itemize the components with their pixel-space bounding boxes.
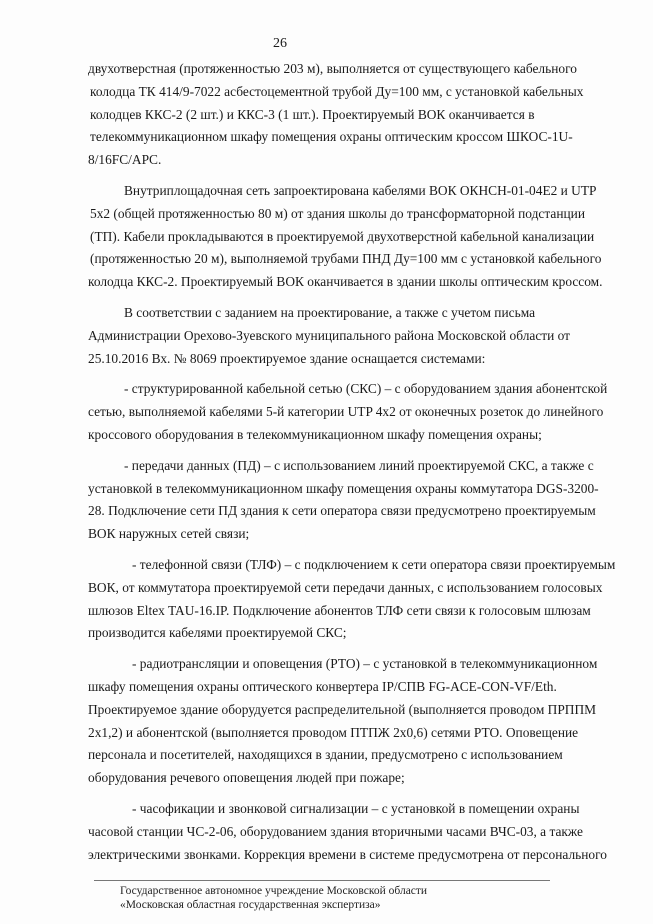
text-line: двухотверстная (протяженностью 203 м), выполняется от существующего кабельного — [88, 61, 577, 76]
text-line: телекоммуникационном шкафу помещения охраны оптическим кроссом ШКОС-1U- — [90, 129, 573, 145]
text-line: - телефонной связи (ТЛФ) – с подключением к сети оператора связи проектируемым — [132, 556, 616, 572]
text-line: ВОК наружных сетей связи; — [88, 526, 250, 542]
text-line: часовой станции ЧС-2-06, оборудованием здания вторичными часами ВЧС-03, а также — [88, 823, 583, 839]
text-line: Проектируемое здание оборудуется распределительной (выполняется проводом ПРППМ — [88, 701, 597, 717]
text-line: ВОК, от коммутатора проектируемой сети передачи данных, с использованием голосовых — [88, 579, 603, 595]
text-line: кроссового оборудования в телекоммуникационном шкафу помещения охраны; — [88, 426, 542, 442]
text-line: - радиотрансляции и оповещения (РТО) – с установкой в телекоммуникационном — [132, 656, 598, 672]
text-line: колодцев ККС-2 (2 шт.) и ККС-3 (1 шт.). Проектируемый ВОК оканчивается в — [90, 106, 535, 122]
page-number: 26 — [273, 36, 287, 51]
text-line: производится кабелями проектируемой СКС; — [88, 625, 347, 641]
text-line: колодца ТК 414/9-7022 асбестоцементной трубой Ду=100 мм, с установкой кабельных — [90, 83, 584, 99]
document-body — [88, 58, 616, 866]
paragraph-gap — [88, 172, 548, 180]
text-line: установкой в телекоммуникационном шкафу помещения охраны коммутатора DGS-3200- — [88, 480, 599, 496]
paragraph-gap — [88, 546, 548, 554]
text-line: 28. Подключение сети ПД здания к сети оператора связи предусмотрено проектируемым — [88, 503, 596, 519]
footer-organization-name: «Московская областная государственная экспертиза» — [120, 899, 381, 911]
text-line: персонала и посетителей, находящихся в здании, предусмотрено с использованием — [88, 747, 563, 763]
text-line: - передачи данных (ПД) – с использованием линий проектируемой СКС, а также с — [124, 457, 594, 473]
text-line: колодца ККС-2. Проектируемый ВОК оканчивается в здании школы оптическим кроссом. — [88, 274, 603, 290]
text-line: - структурированной кабельной сетью (СКС) – с оборудованием здания абонентской — [124, 381, 608, 397]
text-line: оборудования речевого оповещения людей при пожаре; — [88, 770, 405, 786]
text-line: электрическими звонками. Коррекция времени в системе предусмотрена от персонального — [88, 846, 607, 862]
page-footer — [120, 884, 500, 912]
text-line: 8/16FC/APC. — [88, 152, 162, 168]
text-line: 25.10.2016 Вх. № 8069 проектируемое здание оснащается системами: — [88, 350, 486, 366]
text-line: 5х2 (общей протяженностью 80 м) от здания школы до трансформаторной подстанции — [90, 205, 586, 221]
text-line: Внутриплощадочная сеть запроектирована кабелями ВОК ОКНСН-01-04Е2 и UTP — [124, 182, 597, 198]
text-line: сетью, выполняемой кабелями 5-й категории UTP 4х2 от оконечных розеток до линейного — [88, 404, 604, 420]
paragraph-gap — [88, 447, 548, 455]
paragraph-gap — [88, 645, 548, 653]
paragraph-gap — [88, 370, 548, 378]
text-line: (ТП). Кабели прокладываются в проектируемой двухотверстной кабельной канализации — [90, 228, 595, 244]
text-line: - часофикации и звонковой сигнализации – с установкой в помещении охраны — [132, 800, 580, 816]
text-line: (протяженностью 20 м), выполняемой трубами ПНД Ду=100 мм с установкой кабельного — [90, 251, 602, 267]
text-line: В соответствии с заданием на проектирование, а также с учетом письма — [124, 304, 536, 320]
footer-divider — [94, 880, 550, 881]
text-line: 2х1,2) и абонентской (выполняется проводом ПТПЖ 2х0,6) сетями РТО. Оповещение — [88, 724, 579, 740]
paragraph-gap — [88, 294, 548, 302]
text-line: Администрации Орехово-Зуевского муниципального района Московской области от — [88, 327, 571, 343]
text-line: шкафу помещения охраны оптического конвертера IP/СПВ FG-ACE-CON-VF/Eth. — [88, 678, 557, 694]
paragraph-gap — [88, 790, 548, 798]
text-line: шлюзов Eltex TAU-16.IP. Подключение абонентов ТЛФ сети связи к голосовым шлюзам — [88, 602, 591, 618]
footer-organization-line: Государственное автономное учреждение Московской области — [120, 885, 428, 897]
